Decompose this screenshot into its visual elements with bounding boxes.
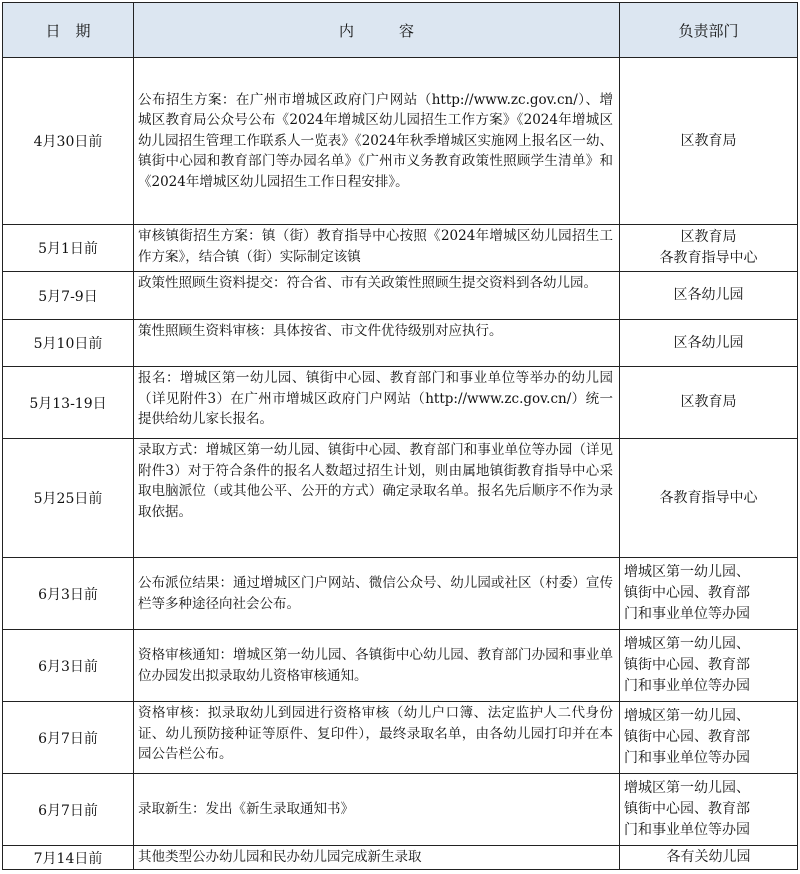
- row-dept: [620, 225, 798, 272]
- row-dept: [620, 272, 798, 320]
- dept-line: 区各幼儿园: [673, 287, 744, 303]
- row-dept: [620, 846, 798, 870]
- row-content: 策性照顾生资料审核：具体按省、市文件优待级别对应执行。: [134, 320, 620, 367]
- row-date: 5月25日前: [3, 439, 134, 558]
- table-header-row: [3, 3, 798, 58]
- dept-line: 门和事业单位等办园: [624, 750, 750, 766]
- dept-line: 区教育局: [680, 229, 737, 245]
- table-row: [3, 58, 798, 225]
- dept-line: 增城区第一幼儿园、: [624, 564, 750, 580]
- dept-line: 门和事业单位等办园: [624, 606, 750, 622]
- table-row: [3, 272, 798, 320]
- dept-line: 增城区第一幼儿园、: [624, 708, 750, 724]
- header-dept: 负责部门: [620, 3, 798, 58]
- row-dept: [620, 439, 798, 558]
- row-date: 6月3日前: [3, 558, 134, 630]
- row-date: 5月1日前: [3, 225, 134, 272]
- row-date: 5月10日前: [3, 320, 134, 367]
- table-row: [3, 846, 798, 870]
- dept-line: 门和事业单位等办园: [624, 678, 750, 694]
- table-row: [3, 225, 798, 272]
- dept-line: 镇街中心园、教育部: [624, 657, 750, 673]
- row-content: 报名：增城区第一幼儿园、镇街中心园、教育部门和事业单位等举办的幼儿园（详见附件3）在广州市增城区政府门户网站（http://www.zc.gov.cn/）统一提供给幼儿家长报名。: [134, 367, 620, 439]
- row-date: 5月7-9日: [3, 272, 134, 320]
- table-row: [3, 702, 798, 774]
- dept-line: 镇街中心园、教育部: [624, 729, 750, 745]
- header-date: 日 期: [3, 3, 134, 58]
- table-row: [3, 367, 798, 439]
- row-date: 6月7日前: [3, 774, 134, 846]
- dept-line: 增城区第一幼儿园、: [624, 636, 750, 652]
- row-dept: [620, 774, 798, 846]
- row-content: 录取方式：增城区第一幼儿园、镇街中心园、教育部门和事业单位等办园（详见附件3）对于符合条件的报名人数超过招生计划，则由属地镇街教育指导中心采取电脑派位（或其他公平、公开的方式）确定录取名单。报名先后顺序不作为录取依据。: [134, 439, 620, 558]
- dept-line: 各教育指导中心: [659, 250, 758, 266]
- dept-line: 增城区第一幼儿园、: [624, 780, 750, 796]
- table-row: [3, 630, 798, 702]
- row-date: 5月13-19日: [3, 367, 134, 439]
- row-date: 6月3日前: [3, 630, 134, 702]
- table-row: [3, 320, 798, 367]
- row-date: 6月7日前: [3, 702, 134, 774]
- row-dept: [620, 630, 798, 702]
- row-date: 4月30日前: [3, 58, 134, 225]
- dept-line: 各教育指导中心: [659, 489, 758, 506]
- table-row: [3, 774, 798, 846]
- row-dept: [620, 702, 798, 774]
- dept-line: 各有关幼儿园: [666, 849, 751, 865]
- row-content: 政策性照顾生资料提交：符合省、市有关政策性照顾生提交资料到各幼儿园。: [134, 272, 620, 320]
- table-row: [3, 558, 798, 630]
- row-dept: [620, 58, 798, 225]
- row-content: [134, 225, 620, 272]
- dept-line: 区教育局: [680, 132, 737, 149]
- row-dept: [620, 558, 798, 630]
- row-dept: [620, 367, 798, 439]
- row-content: 其他类型公办幼儿园和民办幼儿园完成新生录取: [134, 846, 620, 870]
- row-dept: [620, 320, 798, 367]
- row-content: 公布派位结果：通过增城区门户网站、微信公众号、幼儿园或社区（村委）宣传栏等多种途径向社会公布。: [134, 558, 620, 630]
- enrollment-schedule-table: [2, 2, 798, 870]
- row-content: 资格审核通知：增城区第一幼儿园、各镇街中心幼儿园、教育部门办园和事业单位办园发出拟录取幼儿资格审核通知。: [134, 630, 620, 702]
- row-content: 资格审核：拟录取幼儿到园进行资格审核（幼儿户口簿、法定监护人二代身份证、幼儿预防接种证等原件、复印件），最终录取名单，由各幼儿园打印并在本园公告栏公布。: [134, 702, 620, 774]
- table-row: [3, 439, 798, 558]
- row-content: 公布招生方案：在广州市增城区政府门户网站（http://www.zc.gov.cn/）、增城区教育局公众号公布《2024年增城区幼儿园招生工作方案》《2024年增城区幼儿园招生管理工作联系人一览表》《2024年秋季增城区实施网上报名区一幼、镇街中心园和教育部门等办园名单》《广州市义务教育政策性照顾学生清单》和《2024年增城区幼儿园招生工作日程安排》。: [134, 58, 620, 225]
- row-date: 7月14日前: [3, 846, 134, 870]
- dept-line: 门和事业单位等办园: [624, 822, 750, 838]
- dept-line: 镇街中心园、教育部: [624, 585, 750, 601]
- row-content-text: 审核镇街招生方案：镇（街）教育指导中心按照《2024年增城区幼儿园招生工作方案》，结合镇（街）实际制定该镇: [138, 228, 613, 265]
- dept-line: 区各幼儿园: [673, 334, 744, 351]
- row-content: 录取新生：发出《新生录取通知书》: [134, 774, 620, 846]
- header-content: 内 容: [134, 3, 620, 58]
- dept-line: 区教育局: [680, 394, 737, 410]
- dept-line: 镇街中心园、教育部: [624, 801, 750, 817]
